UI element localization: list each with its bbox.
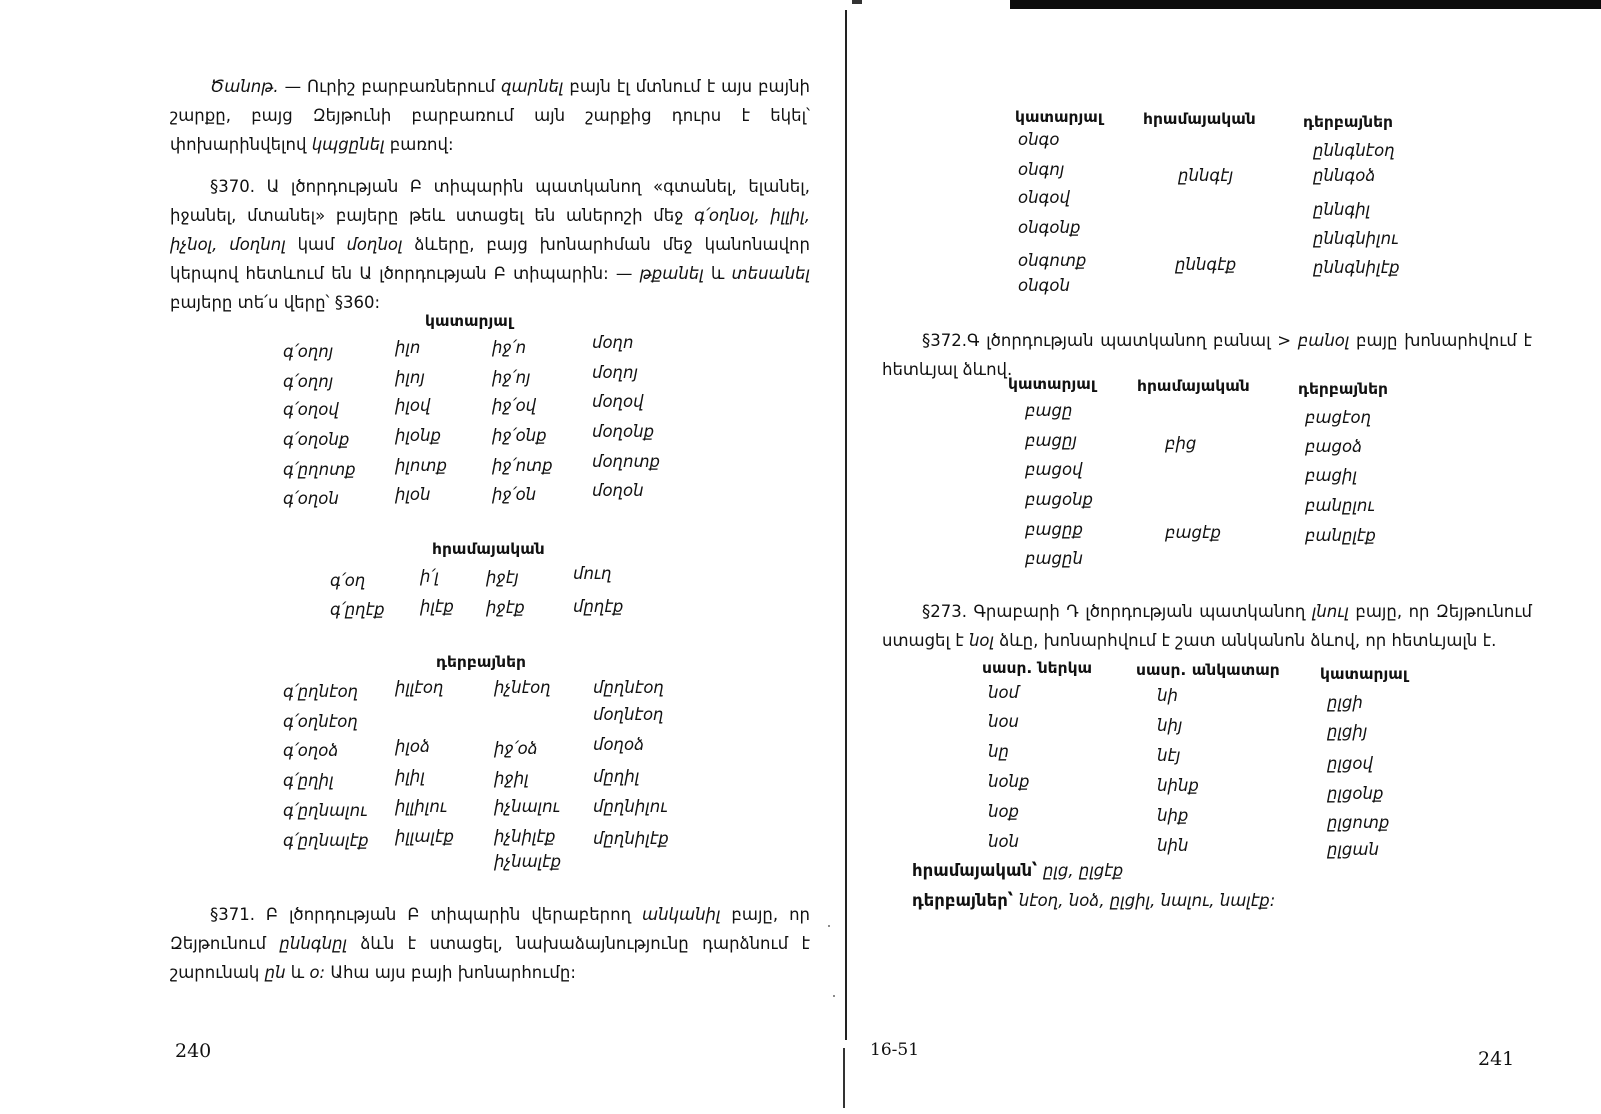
italic-word: օ:	[309, 963, 326, 982]
table-cell: իլո	[395, 338, 421, 357]
table-cell: իջ՛օն	[492, 485, 537, 504]
table-cell: իլօն	[395, 485, 431, 504]
table-cell: նի	[1157, 686, 1178, 705]
text-run: Ահա այս բայի խոնարհումը:	[325, 963, 576, 982]
table-cell: մօղոյ	[592, 363, 639, 382]
column-header: սասր. անկատար	[1136, 661, 1280, 679]
table-cell: բացէք	[1165, 523, 1221, 542]
text-run: բայերը տե՛ս վերը՝ §360:	[170, 293, 381, 312]
table-cell: իջ՛օձ	[494, 739, 538, 758]
table-cell: նին	[1157, 836, 1189, 855]
table-cell: ըլցօվ	[1327, 754, 1373, 773]
table-cell: իչնիլէք	[494, 827, 556, 846]
table-cell: գ՛օղնէօղ	[283, 712, 358, 731]
table-cell: ըննգիլ	[1313, 200, 1371, 219]
imperative-forms: ըլց, ըլցէք	[1042, 861, 1124, 880]
italic-word: գ՛օղնօլ, իլլիլ, իչնօլ, մօղնոլ	[170, 206, 810, 254]
table-cell: նիյ	[1157, 716, 1183, 735]
page-number-left: 240	[175, 1040, 212, 1062]
italic-word: անկանիլ	[642, 905, 721, 924]
table-cell: նէյ	[1157, 746, 1181, 765]
text-run: §273. Գրաբարի Դ լծորդության պատկանող	[922, 602, 1312, 621]
text-run: — Ուրիշ բարբառներում	[278, 77, 502, 96]
table-cell: գ՛օղօն	[283, 489, 339, 508]
note-label: Ծանոթ.	[210, 77, 279, 96]
table-cell: մօղօձ	[593, 735, 645, 754]
table-cell: բացօձ	[1305, 437, 1363, 456]
column-header: կատարյալ	[1015, 108, 1103, 126]
column-header: սասր. ներկա	[982, 659, 1093, 677]
table-cell: գ՛ըղնալու	[283, 801, 368, 820]
table-cell: գ՛ըղոտք	[283, 460, 356, 479]
table-cell: ըլցան	[1327, 840, 1379, 859]
table-cell: իլլալէք	[395, 827, 454, 846]
text-run: §372.Գ լծորդության պատկանող բանալ >	[922, 331, 1298, 350]
table-cell: իլլէօղ	[395, 678, 444, 697]
table-cell: մօղօվ	[592, 392, 644, 411]
table-cell: գ՛օղոյ	[283, 372, 334, 391]
table-cell: օնգօ	[1018, 130, 1060, 149]
table-cell: մըղիլ	[593, 767, 640, 786]
table-cell: ըննգօձ	[1313, 166, 1376, 185]
table-cell: գ՛օղ	[330, 571, 366, 590]
imperative-label: հրամայական՝	[912, 861, 1043, 880]
table-cell: գ՛ըղիլ	[283, 771, 334, 790]
table-cell: իլոտք	[395, 456, 447, 475]
table-cell: իջէք	[486, 598, 525, 617]
italic-word: զարնել	[501, 77, 564, 96]
table-cell: բից	[1165, 434, 1197, 453]
table-cell: մօղնէօղ	[593, 705, 664, 724]
table-cell: բացըն	[1025, 549, 1083, 568]
table-cell: ըննգնէօղ	[1313, 141, 1395, 160]
text-run: բայը, որ Զեյթունում ստացել է	[882, 602, 1532, 650]
table-cell: բացօնք	[1025, 490, 1094, 509]
table-cell: օնգօվ	[1018, 188, 1070, 207]
table-cell: իլօվ	[395, 396, 431, 415]
section-273-paragraph	[882, 597, 1532, 655]
table-cell: իջ՛օնք	[492, 426, 547, 445]
italic-word: տեսանել	[731, 264, 810, 283]
section-371-paragraph	[170, 900, 810, 987]
table-cell: նինք	[1157, 776, 1199, 795]
page-number-right: 241	[1478, 1048, 1515, 1070]
table-title-derbajner: դերբայներ	[436, 653, 527, 671]
column-header: հրամայական	[1137, 377, 1250, 395]
table-cell: ըլցօնք	[1327, 784, 1384, 803]
table-cell: ըլցոտք	[1327, 813, 1390, 832]
table-title-katarjal: կատարյալ	[425, 312, 513, 330]
text-run: ձևը, խոնարհվում է շատ անկանոն ձևով, որ հետևյալն է.	[994, 631, 1497, 650]
table-cell: բացէօղ	[1305, 408, 1372, 427]
italic-word: ըննգնըլ	[279, 934, 348, 953]
table-cell: մուղ	[573, 564, 612, 583]
table-cell: ըննգնիլէք	[1313, 258, 1400, 277]
table-cell: գ՛ըղնէօղ	[283, 682, 359, 701]
table-cell: մըղնէօղ	[593, 678, 664, 697]
table-cell: նօս	[988, 712, 1020, 731]
table-cell: նօնք	[988, 772, 1030, 791]
note-paragraph	[170, 72, 810, 159]
table-cell: մըղնիլէք	[593, 829, 669, 848]
table-cell: օնգօնք	[1018, 218, 1081, 237]
text-run: բայն էլ մտնում է այս բայնի շարքը, բայց Զեյթունի բարբառում այն շարքից դուրս է եկել՝ փոխարինվելով	[170, 77, 811, 154]
table-cell: իլլիլու	[395, 797, 447, 816]
table-cell: նօն	[988, 832, 1020, 851]
table-cell: օնգոտք	[1018, 251, 1087, 270]
table-cell: իջ՛ո	[492, 338, 527, 357]
table-cell: բացըյ	[1025, 431, 1078, 450]
italic-word: ըն	[264, 963, 286, 982]
table-cell: իջ՛ոյ	[492, 368, 531, 387]
column-header: հրամայական	[1143, 110, 1256, 128]
table-cell: ըննգէք	[1175, 255, 1237, 274]
table-cell: նօք	[988, 802, 1020, 821]
table-cell: իջիլ	[494, 769, 529, 788]
scan-edge-bar	[1010, 0, 1601, 9]
table-cell: բացիլ	[1305, 466, 1357, 485]
italic-word: կպցընել	[311, 135, 385, 154]
table-cell: ըննգէյ	[1178, 166, 1234, 185]
table-cell: իլէք	[420, 597, 454, 616]
table-cell: բանըլէք	[1305, 526, 1376, 545]
table-cell: իլոյ	[395, 368, 425, 387]
text-run: բայը խոնարհվում է հետևյալ ձևով.	[882, 331, 1533, 379]
table-cell: գ՛օղոյ	[283, 342, 334, 361]
table-cell: մօղոտք	[592, 452, 661, 471]
table-cell: մօղօն	[592, 481, 644, 500]
participles-line	[912, 886, 1275, 915]
table-cell: իջ՛ոտք	[492, 456, 553, 475]
text-run: ձևն է ստացել, նախաձայնությունը դարձնում է շարունակ	[170, 934, 811, 982]
text-run: կամ	[285, 235, 347, 254]
table-cell: իչնէօղ	[494, 678, 551, 697]
table-cell: իջ՛օվ	[492, 396, 537, 415]
italic-word: բանօլ	[1297, 331, 1350, 350]
table-cell: մըղնիլու	[593, 797, 668, 816]
table-cell: իլօձ	[395, 737, 431, 756]
text-run: և	[703, 264, 732, 283]
text-run: §371. Բ լծորդության Բ տիպարին վերաբերող	[210, 905, 643, 924]
italic-word: մօղնօլ	[346, 235, 403, 254]
imperative-line	[912, 856, 1123, 885]
table-cell: գ՛օղօվ	[283, 400, 339, 419]
table-cell: բացը	[1025, 401, 1073, 420]
printer-signature: 16-51	[870, 1040, 920, 1060]
table-cell: բանըլու	[1305, 496, 1375, 515]
italic-word: թքանել	[639, 264, 704, 283]
table-cell: գ՛օղօնք	[283, 430, 350, 449]
text-run: ձևերը, բայց խոնարհման մեջ կանոնավոր կերպով հետևում են Ա լծորդության Բ տիպարին: —	[170, 235, 810, 283]
column-header: կատարյալ	[1320, 665, 1408, 683]
table-cell: նօմ	[988, 683, 1020, 702]
participles-label: դերբայներ՝	[912, 891, 1019, 910]
table-cell: իչնալու	[494, 797, 560, 816]
section-370-paragraph	[170, 172, 810, 317]
italic-word: նօլ	[968, 631, 995, 650]
column-header: դերբայներ	[1303, 113, 1394, 131]
table-cell: բացօվ	[1025, 460, 1083, 479]
table-cell: օնգօն	[1018, 276, 1070, 295]
table-cell: նը	[988, 742, 1009, 761]
table-cell: գ՛ըղէք	[330, 600, 385, 619]
italic-word: լնուլ	[1311, 602, 1349, 621]
table-cell: օնգոյ	[1018, 160, 1065, 179]
text-run: բառով:	[384, 135, 454, 154]
table-cell: իչնալէք	[494, 852, 562, 871]
book-gutter	[845, 10, 847, 1040]
text-run: §370. Ա լծորդության Բ տիպարին պատկանող «գտանել, ելանել, իջանել, մտանել» բայերը թեև ստացել են աներոշի մեջ	[170, 177, 810, 225]
section-372-paragraph	[882, 326, 1532, 384]
table-cell: իլօնք	[395, 426, 441, 445]
table-cell: մօղօնք	[592, 422, 655, 441]
table-title-hramajakan: հրամայական	[432, 540, 545, 558]
table-cell: բացըք	[1025, 520, 1083, 539]
text-run: և	[285, 963, 310, 982]
table-cell: ըլցիյ	[1327, 722, 1368, 741]
table-cell: իլիլ	[395, 767, 425, 786]
table-cell: մըղէք	[573, 597, 624, 616]
table-cell: իջէյ	[486, 568, 519, 587]
table-cell: գ՛ըղնալէք	[283, 831, 369, 850]
table-cell: մօղո	[592, 333, 634, 352]
table-cell: ի՛լ	[420, 567, 439, 586]
table-cell: ըլցի	[1327, 693, 1363, 712]
scan-mark	[852, 0, 862, 4]
column-header: դերբայներ	[1298, 380, 1389, 398]
table-cell: նիք	[1157, 806, 1189, 825]
column-header: կատարյալ	[1008, 375, 1096, 393]
participles-forms: նէօղ, նօձ, ըլցիլ, նալու, նալէք:	[1018, 891, 1276, 910]
table-cell: գ՛օղօձ	[283, 741, 339, 760]
table-cell: ըննգնիլու	[1313, 229, 1399, 248]
text-run: բայը, որ Զեյթունում	[170, 905, 810, 953]
